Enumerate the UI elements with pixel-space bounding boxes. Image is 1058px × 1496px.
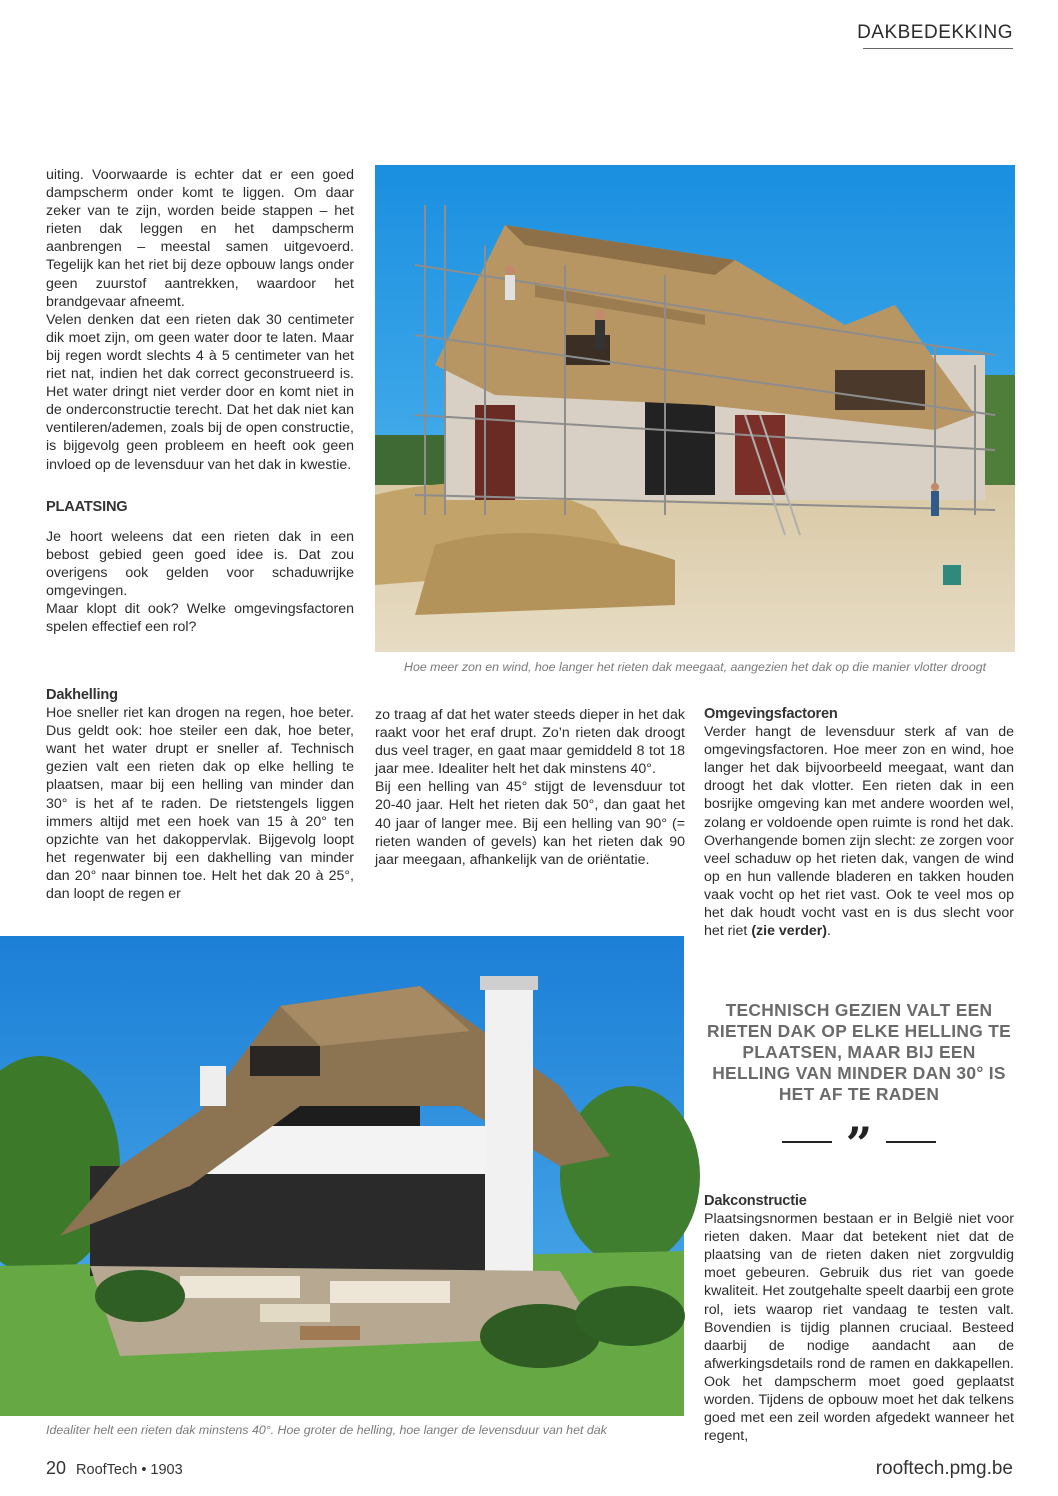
paragraph-text: Verder hangt de levensduur sterk af van de omgevingsfactoren. Hoe meer zon en wind, hoe langer het dak bijvoorbeeld meegaat, want dan droogt het dak vlotter. Een rieten dak in een bosrijke omgeving kan met andere woorden wel, zolang er voldoende open ruimte is rond het dak. Overhangende bomen zijn slecht: ze zorgen voor veel schaduw op het rieten dak, vangen de wind op en hun vallende bladeren en takken houden vaak vocht op het riet vast. Ook te veel mos op het dak houdt vocht vast en is dus slecht voor het riet: [704, 724, 1014, 940]
heading-plaatsing: PLAATSING: [46, 498, 128, 515]
paragraph: zo traag af dat het water steeds dieper in het dak raakt voor het eraf drupt. Zo’n rieten dak droogt dus veel trager, en gaat maar gemiddeld 8 tot 18 jaar mee. Idealiter helt het dak minstens 40°.: [375, 707, 685, 778]
omgevingsfactoren-section: [704, 705, 1014, 940]
column-1: [46, 166, 354, 636]
paragraph: Bij een helling van 45° stijgt de levensduur tot 20-40 jaar. Helt het rieten dak 50°, dan gaat het 40 jaar of langer mee. Bij een helling van 90° (= rieten wanden of gevels) kan het rieten dak 90 jaar meegaan, afhankelijk van de oriëntatie.: [375, 779, 685, 868]
paragraph-end: .: [827, 923, 831, 940]
footer-website-link[interactable]: rooftech.pmg.be: [875, 1458, 1013, 1479]
paragraph: Velen denken dat een rieten dak 30 centimeter dik moet zijn, om geen water door te laten. Maar bij regen wordt slechts 4 à 5 centimeter van het riet nat, indien het dak correct geconstrueerd is. Het water dringt niet verder door en komt niet in de onderconstructie terecht. Dat het dak niet kan ventileren/ademen, zoals bij de open constructie, is bijgevolg geen probleem en heeft ook geen invloed op de levensduur van het dak in kwestie.: [46, 311, 354, 473]
pull-quote: [704, 1000, 1014, 1171]
paragraph: [704, 723, 1014, 940]
heading-omgevingsfactoren: Omgevingsfactoren: [704, 706, 838, 722]
dakhelling-section: [46, 686, 354, 903]
pull-quote-text: TECHNISCH GEZIEN VALT EEN RIETEN DAK OP ELKE HELLING TE PLAATSEN, MAAR BIJ EEN HELLING VAN MINDER DAN 30° IS HET AF TE RADEN: [706, 1000, 1012, 1104]
magazine-issue: RoofTech • 1903: [76, 1462, 183, 1478]
paragraph: Je hoort weleens dat een rieten dak in een bebost gebied geen goed idee is. Dat zou overigens ook gelden voor schaduwrijke omgevingen.: [46, 528, 354, 599]
paragraph: Plaatsingsnormen bestaan er in België niet voor rieten daken. Maar dat betekent niet dat de plaatsing van de rieten daken niet zorgvuldig moet gebeuren. Gebruik dus riet van goede kwaliteit. Het zoutgehalte speelt daarbij een grote rol, iets waarop riet vandaag te testen valt. Bovendien is tijdig plannen cruciaal. Besteed daarbij de nodige aandacht aan de afwerkingsdetails rond de ramen en dakkapellen. Ook het dampscherm moet goed geplaatst worden. Tijdens de opbouw moet het dak telkens goed met een zeil worden afgedekt wanneer het regent,: [704, 1211, 1014, 1445]
quotation-mark-icon: ”: [845, 1117, 873, 1171]
photo-caption: Idealiter helt een rieten dak minstens 40°. Hoe groter de helling, hoe langer de levensduur van het dak: [46, 1423, 607, 1437]
pull-quote-ornament: [704, 1117, 1014, 1171]
quote-rule-right: [886, 1141, 936, 1143]
dakconstructie-section: [704, 1192, 1014, 1445]
footer-page-info: [46, 1458, 183, 1479]
heading-dakhelling: Dakhelling: [46, 687, 118, 703]
section-tag-underline: [863, 48, 1013, 49]
paragraph: uiting. Voorwaarde is echter dat er een goed dampscherm onder komt te liggen. Om daar zeker van te zijn, worden beide stappen – het rieten dak leggen en het dampscherm aanbrengen – meestal samen uitgevoerd. Tegelijk kan het riet bij deze opbouw langs onder geen zuurstof aantrekken, waardoor het brandgevaar afneemt.: [46, 167, 354, 310]
paragraph: Maar klopt dit ook? Welke omgevingsfactoren spelen effectief een rol?: [46, 601, 354, 636]
section-tag: DAKBEDEKKING: [857, 22, 1013, 43]
photo-house-under-construction: [375, 165, 1015, 652]
quote-rule-left: [782, 1141, 832, 1143]
heading-dakconstructie: Dakconstructie: [704, 1193, 807, 1209]
paragraph: Hoe sneller riet kan drogen na regen, hoe beter. Dus geldt ook: hoe steiler een dak, hoe beter, want het water drupt er sneller af. Technisch gezien valt een rieten dak op elke helling te plaatsen, maar bij een helling van minder dan 30° is het af te raden. De rietstengels liggen immers altijd met een hoek van 15 à 20° ten opzichte van het dakoppervlak. Bijgevolg loopt het regenwater bij een dakhelling van minder dan 20° naar binnen toe. Helt het dak 20 à 25°, dan loopt de regen er: [46, 705, 354, 903]
page-number: 20: [46, 1458, 67, 1478]
column-middle: [375, 706, 685, 869]
photo-finished-thatched-house: [0, 936, 684, 1416]
photo-caption: Hoe meer zon en wind, hoe langer het rieten dak meegaat, aangezien het dak op die manier vlotter droogt: [404, 660, 987, 674]
cross-reference: (zie verder): [751, 923, 828, 940]
